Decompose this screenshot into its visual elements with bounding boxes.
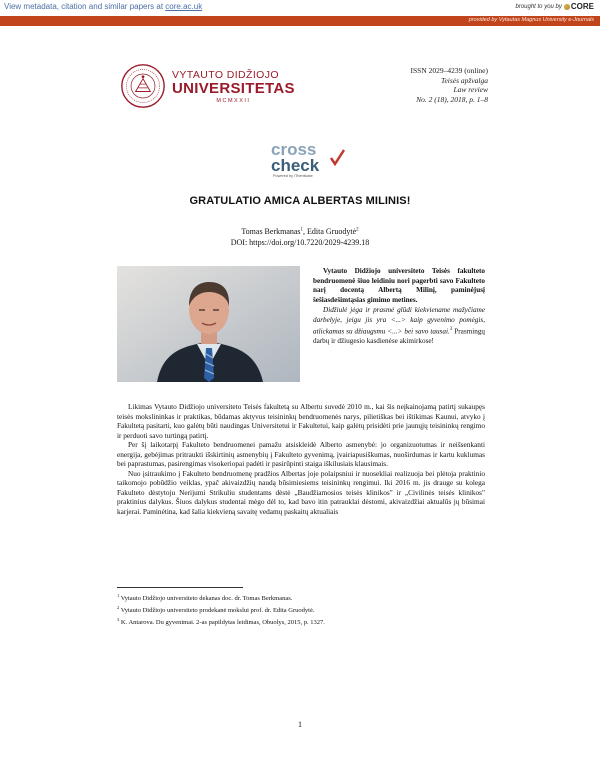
university-logo <box>120 56 295 116</box>
university-seal-icon <box>120 63 166 109</box>
crosscheck-logo[interactable] <box>269 138 349 178</box>
university-name-line1: VYTAUTO DIDŽIOJO <box>172 68 279 81</box>
dedication-text: Vytauto Didžiojo universiteto Teisės fakulteto bendruomenė šiuo leidiniu nori pagerbti savo Fakulteto narį docentą Albertą Milinį, paminėjusį šešiasdešimtąsias gimimo metines. <box>313 267 485 305</box>
core-logo: CORE <box>564 2 594 11</box>
body-paragraph-1: Likimas Vytauto Didžiojo universiteto Teisės fakultetą su Albertu suvedė 2010 m., kai šis neįkainojamą patirtį sukaupęs teisės mokslininkas ir praktikas, būdamas aktyvus teisininkų bendruomenės narys, pilietiškas bei ištikimas Kaunui, atvyko į Fakultetą pasitarti, kuo galėtų būti naudingas Universitetui ir Fakultetui, kaip galėtų prisidėti prie jaunųjų teisininkų rengimo ir perduoti savo turtingą patirtį. <box>117 402 485 440</box>
portrait-image-icon <box>117 266 300 382</box>
body-paragraph-3: Nuo įsitraukimo į Fakulteto bendruomenę pradžios Albertas joje polaipsniui ir nuosekliai realizuoja bei plėtoja praktinio taikomojo pobūdžio veiklas, ypač akivaizdžių naudą būsimiesiems teisininkų rengimui. Iki 2016 m. jis drauge su kolega Fakulteto dėstytoju Nerijumi Strikuliu studentams dėstė „Baudžiamosios teisės klinikos" ir „Civilinės teisės klinikos" praktinius dalykus. Šiuos dalykus studentai mėgo dėl to, kad bavo itin patrauklai dėstomi, akivaizdžiai aktualūs jų būsimai karjerai. Paminėtina, kad šalia kiekvieną savaitę vedamų paskaitų aktualiais <box>117 468 485 516</box>
journal-info <box>411 66 489 104</box>
core-metadata-link[interactable]: View metadata, citation and similar papers at core.ac.uk <box>4 2 203 11</box>
core-brought-by[interactable]: brought to you by CORE <box>515 2 594 11</box>
core-logo-icon <box>564 4 570 10</box>
footnotes <box>117 592 485 628</box>
footnote-divider <box>117 587 243 588</box>
crosscheck-word1: cross <box>271 140 317 159</box>
article-title: GRATULATIO AMICA ALBERTAS MILINIS! <box>189 195 411 207</box>
article-body <box>117 402 485 516</box>
crosscheck-powered: Powered by iThenticate <box>273 174 313 178</box>
dedication-quote: Didžiulė jėga ir prasmė glūdi kiekviename mažyčiame darbelyje, jeigu jis yra <...> kaip gyvenimo pomėgis, atlickamas su džiaugsmu <...> bei savo tausai.$^3$ Prasmingų darbų ir džiugesio kasdienėse akimirkose! <box>313 305 486 346</box>
article-authors: Tomas Berkmanas$^1$, Edita Gruodytė$^2$ <box>241 227 359 236</box>
university-name-line2: UNIVERSITETAS <box>172 79 295 97</box>
journal-issue: No. 2 (18), 2018, p. 1–8 <box>416 94 488 104</box>
footnote-2: $^2$ Vytauto Didžiojo universiteto prodekanė mokslui prof. dr. Edita Gruodytė. <box>117 604 315 615</box>
university-founded: MCMXXII <box>216 97 251 104</box>
core-provider-strip <box>0 16 600 26</box>
dedication-block <box>313 267 485 347</box>
crosscheck-word2: check <box>271 156 320 175</box>
body-paragraph-2: Per šį laikotarpį Fakulteto bendruomenei pamažu atsiskleidė Alberto asmenybė: jo organizuotumas ir neišsenkanti energija, gebėjimas pritraukti išskirtinių asmenybių į Fakulteto gyvenimą, įvairiapusiškumas, nuoširdumas ir kartu kuklumas bei paprastumas, pasirengimas visokeriopai padėti ir pasirūpinti staiga iškilusiais klausimais. <box>117 440 485 468</box>
article-doi[interactable]: DOI: https://doi.org/10.7220/2029-4239.18 <box>230 238 370 247</box>
core-banner <box>0 0 600 27</box>
portrait-photo <box>117 266 300 382</box>
check-icon <box>331 150 344 164</box>
journal-title-en: Law review <box>453 85 488 94</box>
issn: ISSN 2029–4239 (online) <box>410 66 488 75</box>
footnote-1: $^1$ Vytauto Didžiojo universiteto dekanas doc. dr. Tomas Berkmanas. <box>117 593 293 603</box>
core-provided-by[interactable]: provided by Vytautas Magnus University e-Journals <box>468 17 594 23</box>
page-number: 1 <box>298 720 302 729</box>
journal-title: Teisės apžvalga <box>440 75 488 85</box>
footnote-3: $^3$ K. Antarova. Du gyvenimai. 2-as papildytas leidimas, Obuolys, 2015, p. 1327. <box>117 616 325 627</box>
